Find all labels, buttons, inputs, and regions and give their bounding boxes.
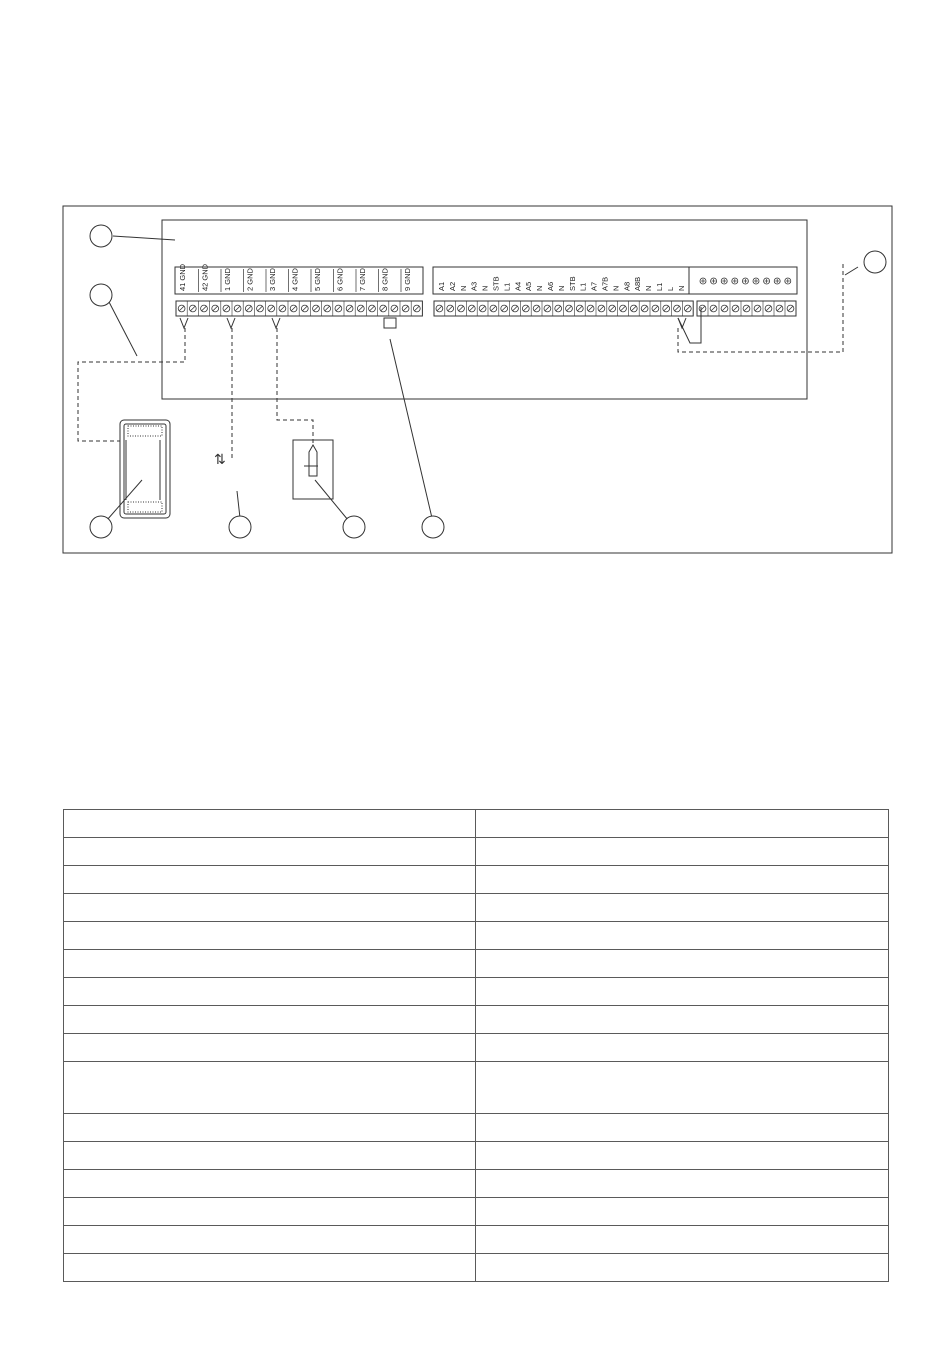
terminal-screw (268, 305, 275, 312)
table-row (64, 894, 889, 922)
callout-circle (864, 251, 886, 273)
table-cell (64, 1006, 476, 1034)
swap-arrow-icon: ⇅ (214, 452, 226, 468)
terminal-screw (279, 305, 286, 312)
table-cell (476, 1170, 889, 1198)
terminal-screw (721, 305, 728, 312)
terminal-screw (257, 305, 264, 312)
terminal-label: A4 (513, 281, 523, 291)
table-cell (64, 1254, 476, 1282)
terminal-label-strip (175, 263, 797, 294)
terminal-screw (346, 305, 353, 312)
terminal-screw (576, 305, 583, 312)
table-row (64, 866, 889, 894)
terminal-screw (468, 305, 475, 312)
earth-symbol-icon (721, 278, 727, 284)
wiring-lines (78, 236, 858, 520)
terminal-label: L1 (502, 282, 512, 291)
table-cell (476, 1198, 889, 1226)
connector-marks (180, 318, 686, 328)
terminal-screw (447, 305, 454, 312)
terminal-label: L1 (655, 282, 664, 291)
terminal-screw (369, 305, 376, 312)
terminal-label: N (458, 285, 468, 291)
terminal-label: N (535, 285, 545, 291)
table-cell (64, 1142, 476, 1170)
table-cell (476, 950, 889, 978)
terminal-screw (699, 305, 706, 312)
terminal-screw (555, 305, 562, 312)
terminal-screw (641, 305, 648, 312)
terminal-screw (357, 305, 364, 312)
terminal-label: A1 (437, 281, 446, 291)
table-cell (476, 1034, 889, 1062)
table-row (64, 922, 889, 950)
terminal-screw (391, 305, 398, 312)
terminal-label: N (676, 285, 686, 291)
room-control-unit (120, 420, 170, 518)
terminal-screw (630, 305, 637, 312)
terminal-label: A6 (546, 281, 555, 291)
terminal-screw (512, 305, 519, 312)
earth-symbol-icon (732, 278, 738, 284)
table-cell (476, 838, 889, 866)
terminal-screw (533, 305, 540, 312)
terminal-label: 41 GND (178, 263, 187, 291)
table-row (64, 1254, 889, 1282)
terminal-screw (335, 305, 342, 312)
terminal-label: 8 GND (380, 268, 390, 291)
terminal-screw (765, 305, 772, 312)
terminal-label: N (556, 285, 566, 291)
callout-circle (229, 516, 251, 538)
terminal-screw (290, 305, 297, 312)
terminal-screw (544, 305, 551, 312)
terminal-label: A2 (447, 281, 457, 291)
terminal-screw (189, 305, 196, 312)
terminal-screw (501, 305, 508, 312)
table-row (64, 950, 889, 978)
terminal-label: A7 (589, 281, 599, 291)
earth-symbol-icon (774, 278, 780, 284)
terminal-screw (313, 305, 320, 312)
table-cell (64, 1062, 476, 1114)
earth-symbol-icon (764, 278, 770, 284)
table-cell (476, 1114, 889, 1142)
terminal-screw (743, 305, 750, 312)
table-cell (64, 810, 476, 838)
callout-circle (343, 516, 365, 538)
table-cell (64, 838, 476, 866)
terminal-screw (402, 305, 409, 312)
table-cell (476, 866, 889, 894)
table-row (64, 1034, 889, 1062)
terminal-screw (732, 305, 739, 312)
terminal-label: STB (567, 276, 577, 291)
terminal-screw (566, 305, 573, 312)
terminal-label: 6 GND (335, 268, 345, 291)
table-row (64, 838, 889, 866)
callout-circle (90, 225, 112, 247)
terminal-screw (587, 305, 594, 312)
earth-symbol-icon (700, 278, 706, 284)
terminal-screw (684, 305, 691, 312)
terminal-label: 42 GND (200, 263, 210, 291)
table-cell (64, 922, 476, 950)
table-cell (64, 950, 476, 978)
table-row (64, 1198, 889, 1226)
terminal-screw (201, 305, 208, 312)
terminal-screw (620, 305, 627, 312)
table-cell (64, 1198, 476, 1226)
terminal-screw (652, 305, 659, 312)
terminal-label: 4 GND (290, 268, 300, 291)
terminal-label: A8B (633, 276, 643, 291)
terminal-screw (710, 305, 717, 312)
terminal-screw (674, 305, 681, 312)
terminal-screw (787, 305, 794, 312)
table-cell (476, 894, 889, 922)
terminal-block (176, 301, 796, 316)
terminal-screw (490, 305, 497, 312)
callout-circle (422, 516, 444, 538)
terminal-label: N (480, 285, 490, 291)
terminal-label: 2 GND (245, 268, 255, 291)
terminal-label: A5 (524, 281, 534, 291)
earth-symbol-icon (711, 278, 717, 284)
temperature-sensor (293, 440, 333, 499)
terminal-label: A8 (622, 281, 632, 291)
table-cell (476, 922, 889, 950)
terminal-label: 5 GND (313, 268, 322, 291)
terminal-screw (754, 305, 761, 312)
terminal-screw (234, 305, 241, 312)
table-cell (64, 1170, 476, 1198)
terminal-label: L1 (578, 282, 588, 291)
table-row (64, 1142, 889, 1170)
table-cell (476, 1006, 889, 1034)
earth-symbol-icon (753, 278, 759, 284)
terminal-screw (301, 305, 308, 312)
terminal-screw (380, 305, 387, 312)
table-row (64, 1114, 889, 1142)
terminal-label: A3 (469, 281, 479, 291)
terminal-screw (458, 305, 465, 312)
table-cell (476, 1062, 889, 1114)
table-cell (64, 1226, 476, 1254)
terminal-screw (436, 305, 443, 312)
table-cell (64, 894, 476, 922)
table-cell (64, 978, 476, 1006)
table-cell (476, 1226, 889, 1254)
table-row (64, 1006, 889, 1034)
terminal-label: STB (491, 276, 501, 291)
terminal-screw (245, 305, 252, 312)
table-cell (476, 1254, 889, 1282)
terminal-screw (663, 305, 670, 312)
table-cell (476, 1142, 889, 1170)
table-cell (64, 1114, 476, 1142)
terminal-screw (178, 305, 185, 312)
terminal-label: 9 GND (403, 268, 412, 291)
terminal-label: L (665, 286, 675, 291)
table-cell (64, 1034, 476, 1062)
terminal-screw (609, 305, 616, 312)
terminal-screw (522, 305, 529, 312)
earth-symbol-icon (785, 278, 791, 284)
callout-circle (90, 516, 112, 538)
table-cell (476, 810, 889, 838)
table-row (64, 1062, 889, 1114)
terminal-label: 1 GND (223, 268, 232, 291)
table-cell (476, 978, 889, 1006)
table-row (64, 810, 889, 838)
terminal-screw (413, 305, 420, 312)
terminal-label: 3 GND (268, 268, 277, 291)
table-row (64, 1170, 889, 1198)
table-row (64, 1226, 889, 1254)
table-row (64, 978, 889, 1006)
callout-circle (90, 284, 112, 306)
terminal-label: A7B (600, 276, 610, 291)
diagram-frame (63, 206, 892, 553)
terminal-screw (212, 305, 219, 312)
earth-symbol-icon (742, 278, 748, 284)
terminal-label: 7 GND (358, 268, 367, 291)
terminal-label: N (644, 285, 654, 291)
terminal-screw (598, 305, 605, 312)
terminal-screw (324, 305, 331, 312)
specification-table (63, 809, 889, 1282)
table-cell (64, 866, 476, 894)
terminal-screw (479, 305, 486, 312)
terminal-label: N (611, 285, 621, 291)
terminal-screw (776, 305, 783, 312)
terminal-screw (223, 305, 230, 312)
